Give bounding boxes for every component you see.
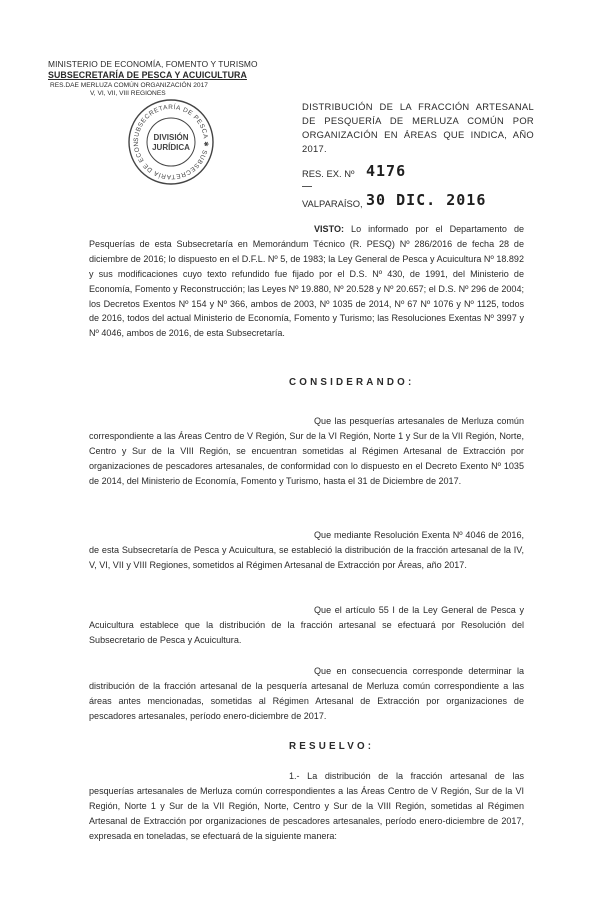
- resuelvo-prefix: 1.- La: [289, 771, 318, 781]
- visto-text: Lo informado por el Departamento de Pesquerías de esta Subsecretaría en Memorándum Técnico (R. PESQ) Nº 286/2016 de fecha 28 de diciembre de 2016; lo dispuesto en el D.F.L. Nº 5, de 1983; la Ley General de Pesca y Acuicultura Nº 18.892 y sus modificaciones cuyo texto refundido fue fijado por el D.S. Nº 430, de 1991, del Ministerio de Economía, Fomento y Reconstrucción; las Leyes Nº 19.880, Nº 20.528 y Nº 20.657; el D.S. Nº 296 de 2004; los Decretos Exentos Nº 154 y Nº 366, ambos de 2003, Nº 1035 de 2014, Nº 67 Nº 1076 y Nº 1125, todos de 2016, todos del actual Ministerio de Economía, Fomento y Turismo; las Resoluciones Exentas Nº 3997 y Nº 4046, ambos de 2016, de esta Subsecretaría.: [89, 224, 525, 339]
- reference-line-2: V, VI, VII, VIII REGIONES: [90, 90, 166, 97]
- document-title: DISTRIBUCIÓN DE LA FRACCIÓN ARTESANAL DE PESQUERÍA DE MERLUZA COMÚN POR ORGANIZACIÓN EN ÁREAS QUE INDICA, AÑO 2017.: [302, 101, 534, 154]
- considerando-item-2: [89, 528, 524, 573]
- resuelvo-heading: RESUELVO:: [289, 741, 375, 752]
- resuelvo-text: distribución de la fracción artesanal de las pesquerías artesanales de Merluza común correspondientes a las Áreas Centro de V Región, Sur de la VI Región, Norte 1 y Sur de la VII Región, Norte, Centro y Sur de la VIII Región, sometidas al Régimen Artesanal de Extracción por organizaciones de pescadores artesanales, período enero-diciembre de 2017, expresada en toneladas, se efectuará de la siguiente manera:: [89, 771, 524, 841]
- ministry-name: MINISTERIO DE ECONOMÍA, FOMENTO Y TURISMO: [48, 59, 258, 69]
- stamp-center-line-2: JURÍDICA: [152, 143, 190, 152]
- considerando-item-4: [89, 664, 524, 724]
- resolution-label: RES. EX. Nº: [302, 168, 355, 179]
- division-juridica-stamp: [126, 97, 216, 187]
- visto-paragraph: [89, 222, 524, 341]
- reference-line-1: RES.DAE MERLUZA COMÚN ORGANIZACIÓN 2017: [50, 82, 208, 89]
- considerando-text-3: Que el artículo 55 I de la Ley General de Pesca y Acuicultura establece que la distribución de la fracción artesanal se efectuará por Resolución del Subsecretario de Pesca y Acuicultura.: [89, 605, 524, 645]
- resolution-number: 4176: [366, 162, 407, 180]
- visto-label: VISTO:: [314, 224, 344, 234]
- subsecretaria-name: SUBSECRETARÍA DE PESCA Y ACUICULTURA: [48, 70, 247, 80]
- considerando-text-2: Que mediante Resolución Exenta Nº 4046 de 2016, de esta Subsecretaría de Pesca y Acuicultura, se estableció la distribución de la fracción artesanal de la IV, V, VI, VII y VIII Regiones, sometidos al Régimen Artesanal de Extracción por Áreas, año 2017.: [89, 530, 524, 570]
- stamp-center-line-1: DIVISIÓN: [153, 133, 189, 142]
- divider: [302, 186, 312, 187]
- considerando-heading: CONSIDERANDO:: [289, 377, 415, 388]
- considerando-text-1: Que las pesquerías artesanales de Merluza común correspondiente a las Áreas Centro de V Región, Sur de la VI Región, Norte 1 y Sur de la VII Región, Norte, Centro y Sur de la VIII Región, se encuentran sometidas al Régimen Artesanal de Extracción por organizaciones de pescadores artesanales, de conformidad con lo dispuesto en el Decreto Exento Nº 1035 de 2014, del Ministerio de Economía, Fomento y Turismo, hasta el 31 de Diciembre de 2017.: [89, 416, 524, 486]
- stamp-seal-icon: [126, 97, 216, 187]
- resolution-date: 30 DIC. 2016: [366, 191, 487, 209]
- considerando-item-1: [89, 414, 524, 489]
- considerando-text-4: Que en consecuencia corresponde determinar la distribución de la fracción artesanal de la pesquería artesanal de Merluza común correspondiente a las áreas antes mencionadas, sometidas al Régimen Artesanal de Extracción por organizaciones de pescadores artesanales, período enero-diciembre de 2017.: [89, 666, 524, 721]
- considerando-item-3: [89, 603, 524, 648]
- resuelvo-item-1: [89, 769, 524, 844]
- stamp-ring-text: SUBSECRETARÍA DE PESCA ✱ SUBSECRETARÍA DE ECON: [132, 103, 210, 181]
- place-city: VALPARAÍSO,: [302, 198, 363, 209]
